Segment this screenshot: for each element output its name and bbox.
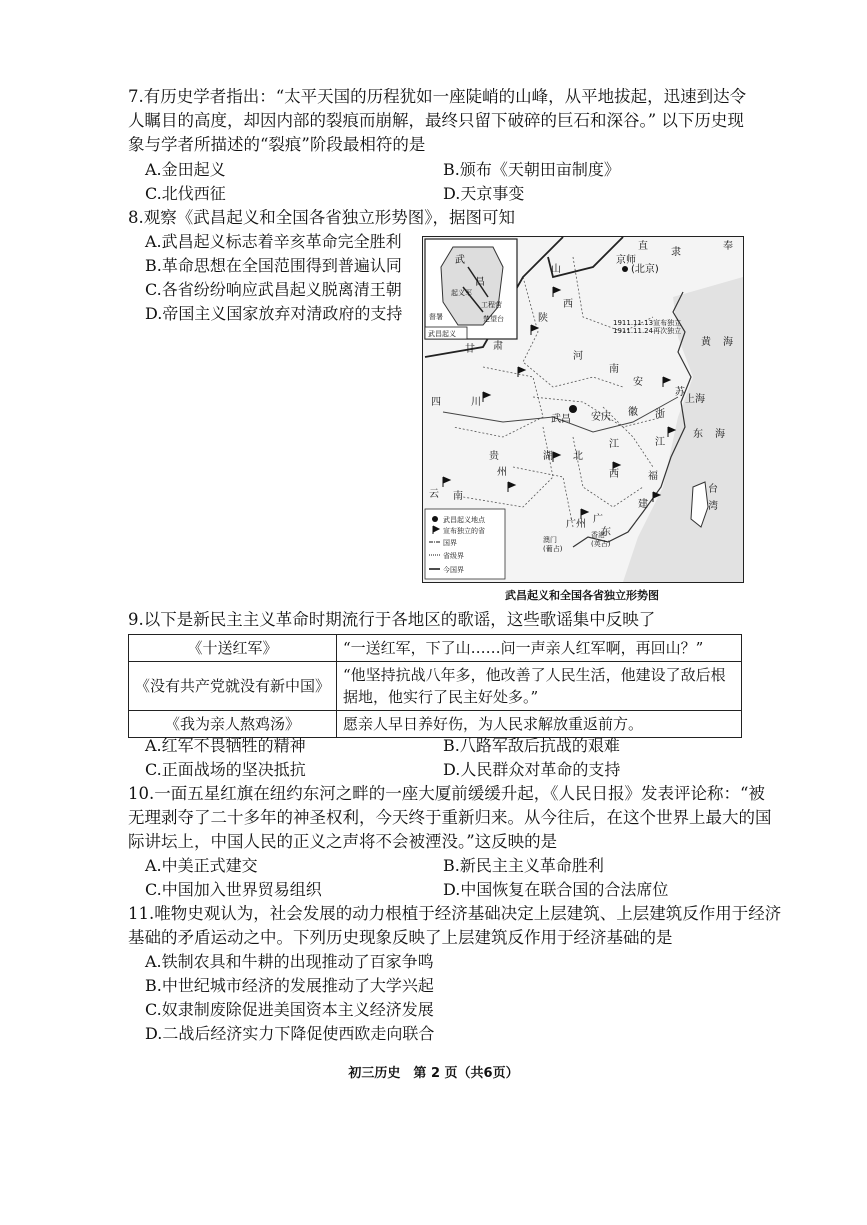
province-label: 东	[601, 527, 611, 538]
province-label: 贵	[489, 451, 499, 462]
province-label: 川	[471, 397, 481, 408]
q8-option-b: B.革命思想在全国范围得到普遍认同	[145, 256, 402, 275]
q11-stem-line-2: 基础的矛盾运动之中。下列历史现象反映了上层建筑反作用于经济基础的是	[128, 928, 673, 947]
province-label: 甘	[465, 344, 475, 355]
q7-option-a: A.金田起义	[145, 160, 226, 179]
date-annotation-2: 1911.11.24再次独立	[613, 327, 682, 335]
legend-uprising: 武昌起义地点	[443, 516, 485, 524]
wuchang-uprising-map	[422, 236, 744, 583]
province-label: 湾	[708, 501, 718, 512]
q7-stem-line-3: 象与学者所描述的“裂痕”阶段最相符的是	[128, 135, 426, 154]
song-title: 《十送红军》	[129, 635, 337, 662]
flag-icon	[483, 392, 490, 402]
province-label: 苏	[675, 387, 685, 398]
inset-label-chuwangtai: 楚望台	[483, 315, 504, 323]
q7-stem-line-2: 人瞩目的高度，却因内部的裂痕而崩解，最终只留下破碎的巨石和深谷。” 以下历史现	[128, 111, 744, 130]
song-title: 《没有共产党就没有新中国》	[129, 662, 337, 711]
q10-option-d: D.中国恢复在联合国的合法席位	[443, 880, 669, 899]
q9-option-a: A.红军不畏牺牲的精神	[145, 736, 306, 755]
province-label: 安	[633, 377, 643, 388]
flag-icon	[443, 477, 450, 487]
city-label-hongkong-note: (英占)	[591, 540, 611, 548]
songs-table	[128, 634, 742, 738]
province-label: 西	[563, 299, 573, 310]
province-label: 江	[655, 437, 665, 448]
city-label-wuchang: 武昌	[551, 414, 571, 425]
province-label: 河	[573, 351, 583, 362]
wuchang-marker	[569, 405, 577, 413]
city-label-hongkong: 香港	[591, 531, 605, 539]
city-label-anqing: 安庆	[591, 412, 611, 423]
province-label: 海	[715, 429, 725, 440]
province-label: 黄	[701, 337, 711, 348]
city-marker	[622, 266, 628, 272]
province-label: 西	[609, 469, 619, 480]
inset-label-wu: 武	[455, 255, 465, 266]
province-label: 山	[551, 264, 561, 275]
province-label: 北	[573, 451, 583, 462]
map-legend	[425, 509, 505, 579]
city-label-beijing: (北京)	[631, 264, 659, 275]
province-label: 南	[609, 364, 619, 375]
province-label: 隶	[671, 247, 681, 258]
flag-icon	[581, 509, 588, 519]
q7-stem-line-1: 7.有历史学者指出：“太平天国的历程犹如一座陡峭的山峰，从平地拔起，迅速到达令	[128, 87, 747, 106]
q11-option-b: B.中世纪城市经济的发展推动了大学兴起	[145, 976, 434, 995]
province-label: 徽	[628, 407, 638, 418]
province-label: 福	[648, 471, 658, 482]
flag-icon	[553, 287, 560, 297]
q8-stem: 8.观察《武昌起义和全国各省独立形势图》，据图可知	[128, 208, 515, 227]
province-label: 湖	[543, 451, 553, 462]
song-lyrics: “一送红军，下了山……问一声亲人红军啊，再回山？”	[337, 635, 742, 662]
inset-label-engineer: 工程营	[481, 301, 502, 309]
city-label-shanghai: 上海	[685, 394, 705, 405]
inset-label-dushu: 督署	[429, 313, 443, 321]
legend-independent: 宣布独立的省	[443, 527, 485, 535]
q10-stem-line-1: 10.一面五星红旗在纽约东河之畔的一座大厦前缓缓升起，《人民日报》发表评论称：“被	[128, 784, 765, 803]
date-annotation-1: 1911.11.13宣布独立	[613, 319, 682, 327]
q11-option-c: C.奴隶制废除促进美国资本主义经济发展	[145, 1000, 434, 1019]
q10-option-c: C.中国加入世界贸易组织	[145, 880, 322, 899]
province-label: 建	[638, 499, 648, 510]
province-label: 东	[693, 429, 703, 440]
province-label: 奉	[723, 241, 733, 252]
q11-stem-line-1: 11.唯物史观认为，社会发展的动力根植于经济基础决定上层建筑、上层建筑反作用于经济	[128, 904, 782, 923]
map-caption: 武昌起义和全国各省独立形势图	[505, 589, 659, 602]
city-label-macau-note: (葡占)	[543, 545, 563, 553]
province-label: 肃	[493, 341, 503, 352]
inset-title: 武昌起义	[428, 330, 456, 338]
song-lyrics: “他坚持抗战八年多，他改善了人民生活，他建设了敌后根据地，他实行了民主好处多。”	[337, 662, 742, 711]
flag-icon	[553, 452, 560, 462]
q10-option-a: A.中美正式建交	[145, 856, 258, 875]
province-label: 直	[638, 241, 648, 252]
province-label: 台	[708, 484, 718, 495]
q11-option-d: D.二战后经济实力下降促使西欧走向联合	[145, 1024, 435, 1043]
table-row	[129, 711, 742, 738]
q11-option-a: A.铁制农具和牛耕的出现推动了百家争鸣	[145, 952, 434, 971]
legend-national-border: 国界	[443, 539, 457, 547]
song-title: 《我为亲人熬鸡汤》	[129, 711, 337, 738]
q7-option-c: C.北伐西征	[145, 184, 226, 203]
table-row	[129, 662, 742, 711]
inset-label-army: 起义军	[451, 289, 472, 297]
q8-option-a: A.武昌起义标志着辛亥革命完全胜利	[145, 232, 402, 251]
q10-option-b: B.新民主主义革命胜利	[443, 856, 604, 875]
flag-icon	[531, 325, 538, 335]
province-label: 海	[723, 337, 733, 348]
q10-stem-line-2: 无理剥夺了二十多年的神圣权利，今天终于重新归来。从今往后，在这个世界上最大的国	[128, 808, 772, 827]
table-row	[129, 635, 742, 662]
q10-stem-line-3: 际讲坛上，中国人民的正义之声将不会被湮没。”这反映的是	[128, 832, 558, 851]
q9-option-b: B.八路军敌后抗战的艰难	[443, 736, 620, 755]
city-label-jingshi: 京师	[616, 255, 636, 266]
province-label: 四	[431, 397, 441, 408]
q9-option-c: C.正面战场的坚决抵抗	[145, 760, 306, 779]
q7-option-b: B.颁布《天朝田亩制度》	[443, 160, 620, 179]
map-svg	[423, 237, 743, 582]
province-label: 陕	[538, 313, 548, 324]
province-label: 广	[593, 514, 603, 525]
q8-option-c: C.各省纷纷响应武昌起义脱离清王朝	[145, 280, 402, 299]
province-label: 江	[609, 439, 619, 450]
inset-map	[425, 239, 517, 339]
q9-stem: 9.以下是新民主主义革命时期流行于各地区的歌谣，这些歌谣集中反映了	[128, 610, 656, 629]
q7-option-d: D.天京事变	[443, 184, 525, 203]
city-label-guangzhou: 广州	[566, 519, 586, 530]
song-lyrics: 愿亲人早日养好伤，为人民求解放重返前方。	[337, 711, 742, 738]
flag-icon	[508, 482, 515, 492]
province-label: 浙	[655, 409, 665, 420]
legend-today-border: 今国界	[443, 566, 464, 574]
q9-option-d: D.人民群众对革命的支持	[443, 760, 621, 779]
province-label: 云	[429, 489, 439, 500]
province-label: 南	[453, 491, 463, 502]
page-footer: 初三历史 第 2 页（共6页）	[348, 1066, 519, 1081]
province-label: 州	[497, 467, 507, 478]
city-label-macau: 澳门	[543, 536, 557, 544]
flag-icon	[668, 427, 675, 437]
legend-province-border: 省级界	[443, 552, 464, 560]
inset-label-chang: 昌	[475, 277, 485, 288]
q8-option-d: D.帝国主义国家放弃对清政府的支持	[145, 304, 403, 323]
flag-icon	[663, 377, 670, 387]
